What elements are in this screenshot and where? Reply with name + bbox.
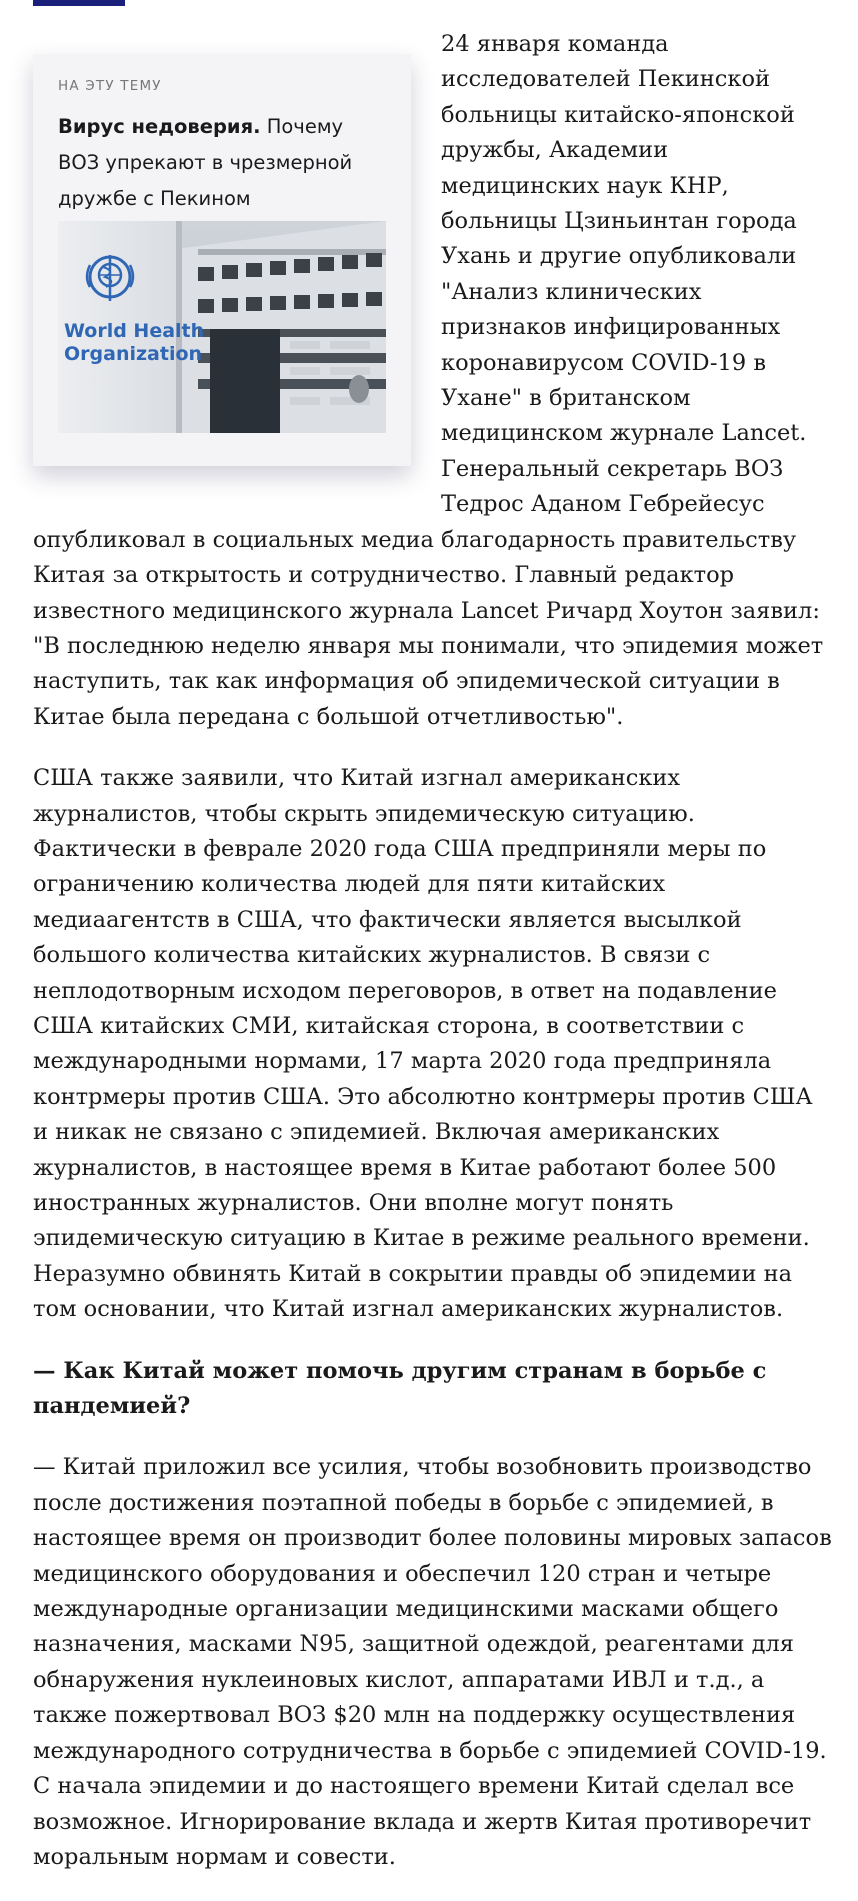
interview-question: — Как Китай может помочь другим странам в борьбе с пандемией? [33, 1357, 767, 1420]
article-body [33, 27, 833, 1901]
related-title-rest: Почему ВОЗ упрекают в чрезмерной дружбе с Пекином [58, 115, 353, 210]
related-tag: НА ЭТУ ТЕМУ [58, 78, 162, 94]
related-title[interactable] [58, 109, 386, 221]
who-headquarters-image[interactable] [58, 221, 386, 433]
paragraph-2: США также заявили, что Китай изгнал американских журналистов, чтобы скрыть эпидемическую ситуацию. Фактически в феврале 2020 года США предприняли меры по ограничению количества людей для пяти китайских медиаагентств в США, что фактически является высылкой большого количества китайских журналистов. В связи с неплодотворным исходом переговоров, в ответ на подавление США китайских СМИ, китайская сторона, в соответствии с международными нормами, 17 марта 2020 года предприняла контрмеры против США. Это абсолютно контрмеры против США и никак не связано с эпидемией. Включая американских журналистов, в настоящее время в Китае работают более 500 иностранных журналистов. Они вполне могут понять эпидемическую ситуацию в Китае в режиме реального времени. Неразумно обвинять Китай в сокрытии правды об эпидемии на том основании, что Китай изгнал американских журналистов. [33, 765, 813, 1323]
who-sign-text-line1: World Health [64, 320, 205, 342]
paragraph-1: 24 января команда исследователей Пекинской больницы китайско-японской дружбы, Академии медицинских наук КНР, больницы Цзиньинтан города Ухань и другие опубликовали "Анализ клинических признаков инфицированных коронавирусом COVID-19 в Ухане" в британском медицинском журнале Lancet. Генеральный секретарь ВОЗ Тедрос Аданом Гебрейесус опубликовал в социальных медиа благодарность правительству Китая за открытость и сотрудничество. Главный редактор известного медицинского журнала Lancet Ричард Хоутон заявил: "В последнюю неделю января мы понимали, что эпидемия может наступить, так как информация об эпидемической ситуации в Китае была передана с большой отчетливостью". [33, 31, 824, 730]
paragraph-answer: — Китай приложил все усилия, чтобы возобновить производство после достижения поэтапной победы в борьбе с эпидемией, в настоящее время он производит более половины мировых запасов медицинского оборудования и обеспечил 120 стран и четыре международные организации медицинскими масками общего назначения, масками N95, защитной одеждой, реагентами для обнаружения нуклеиновых кислот, аппаратами ИВЛ и т.д., а также пожертвовал ВОЗ $20 млн на поддержку осуществления международного сотрудничества в борьбе с эпидемией COVID-19. С начала эпидемии и до настоящего времени Китай сделал все возможное. Игнорирование вклада и жертв Китая противоречит моральным нормам и совести. [33, 1454, 832, 1870]
who-building-picture [58, 221, 386, 433]
accent-bar [33, 0, 125, 6]
related-title-bold: Вирус недоверия. [58, 115, 261, 138]
who-sign-text-line2: Organization [64, 343, 203, 365]
related-article-card[interactable] [33, 54, 411, 466]
